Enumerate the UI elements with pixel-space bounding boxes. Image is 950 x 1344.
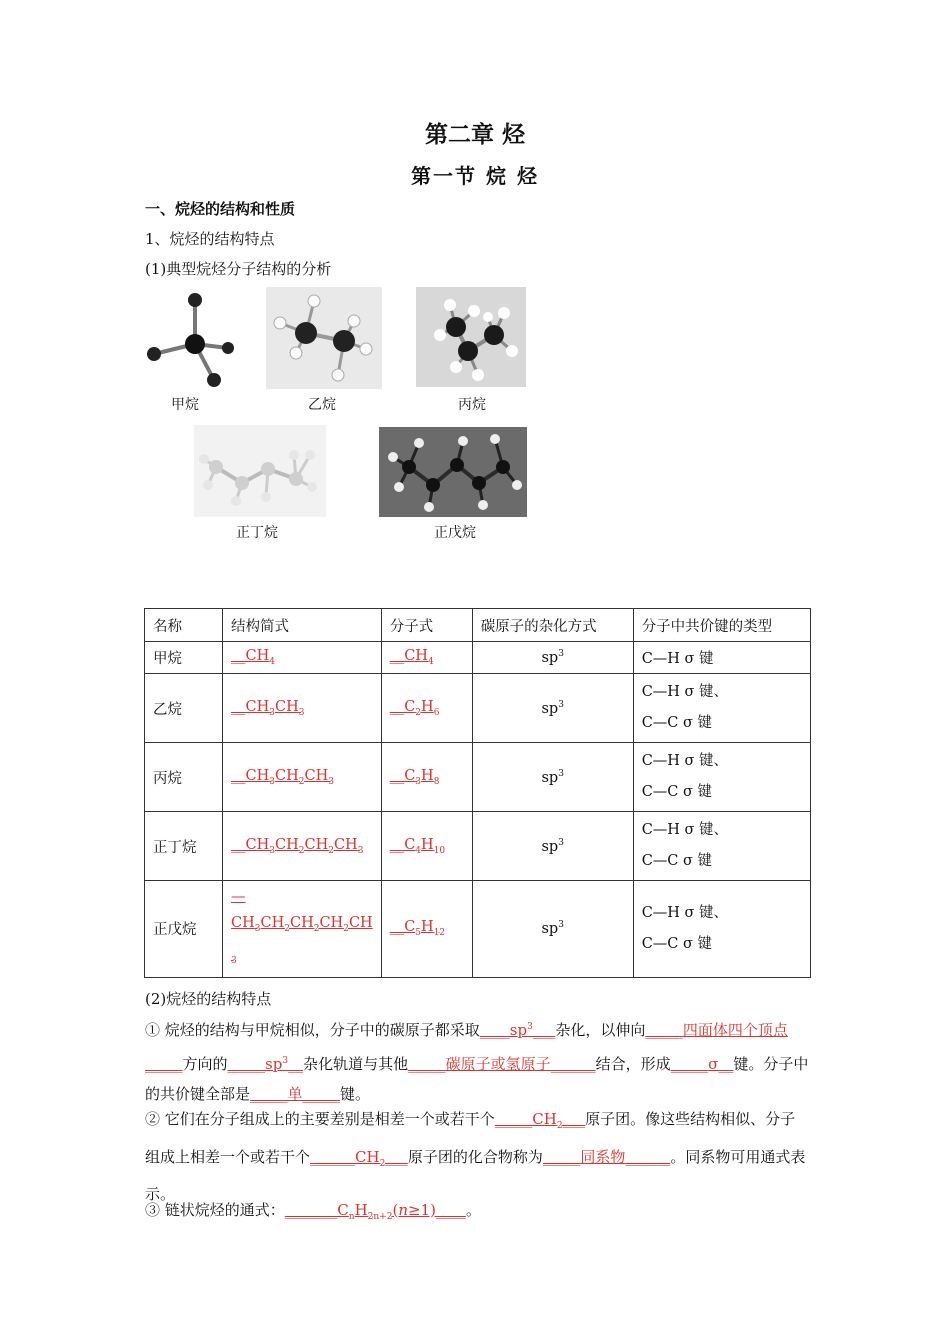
bond-ch: C—H σ 键、	[641, 753, 729, 769]
row-name: 正戊烷	[145, 881, 223, 978]
subheading-typical-analysis: (1)典型烷烃分子结构的分析	[145, 260, 332, 278]
p1-text-b: 杂化，以伸向	[555, 1021, 646, 1039]
p1-blank-4: _____碳原子或氢原子______	[408, 1054, 596, 1073]
p1-text-c: 方向的	[182, 1054, 228, 1073]
p2-blank-1: $\_\_\_\_\_CH_2\_\_\_$	[494, 1110, 586, 1131]
row-bond	[633, 881, 810, 978]
header-formula: 分子式	[381, 609, 472, 642]
p1-text-g: 键。	[340, 1085, 371, 1103]
paragraph-1	[145, 1012, 810, 1110]
n-pentane-model-image	[379, 427, 527, 517]
p1-blank-1: $\_\_\_\_sp^3\_\_\_$	[479, 1021, 556, 1039]
p2-text-b: 原子团。像这些结构相似、分子组成上相差一个或若干个	[145, 1110, 796, 1166]
p2-blank-3: _____同系物______	[542, 1147, 671, 1166]
row-structure: $\_\_CH_3CH_3$	[223, 674, 382, 743]
p2-text-d: 。同系物可用通式表示。	[145, 1147, 806, 1203]
subheading-structure-features: 1、烷烃的结构特点	[145, 230, 275, 248]
p1-text-f: 键。分子中的共价键全部是	[145, 1054, 809, 1103]
row-formula: $\_\_CH_4$	[381, 642, 472, 674]
row-name: 正丁烷	[145, 812, 223, 881]
row-bond	[633, 812, 810, 881]
heading-structure-properties: 一、烷烃的结构和性质	[145, 200, 296, 218]
row-bond	[633, 674, 810, 743]
row-formula: $\_\_C_2H_6$	[381, 674, 472, 743]
ethane-model-image	[266, 287, 382, 389]
subheading-features: (2)烷烃的结构特点	[145, 990, 272, 1008]
row-structure: $\_\_CH_3CH_2CH_2CH_3$	[223, 812, 382, 881]
methane-caption: 甲烷	[171, 397, 199, 413]
row-hybrid: $sp^3$	[472, 812, 633, 881]
header-bond: 分子中共价键的类型	[633, 609, 810, 642]
p2-text-c: 原子团的化合物称为	[407, 1147, 543, 1166]
p1-blank-5-text: σ	[708, 1054, 719, 1073]
paragraph-2	[145, 1104, 810, 1210]
propane-caption: 丙烷	[458, 397, 486, 413]
row-structure: $\_\_CH_4$	[223, 642, 382, 674]
header-structure: 结构简式	[223, 609, 382, 642]
p1-blank-2: _____四面体四个顶点_____	[145, 1021, 788, 1073]
table-row	[145, 812, 811, 881]
header-hybrid: 碳原子的杂化方式	[472, 609, 633, 642]
bond-cc: C—C σ 键	[641, 935, 712, 952]
row-formula: $\_\_C_5H_{12}$	[381, 881, 472, 978]
table-row	[145, 881, 811, 978]
bond-ch: C—H σ 键、	[641, 904, 729, 921]
row-structure: — $CH_3CH_2CH_2CH_2CH$ $_3$	[223, 881, 382, 978]
p1-blank-3: $\_\_\_\_\_sp^3\_\_$	[227, 1054, 304, 1073]
row-name: 甲烷	[145, 642, 223, 674]
p2-blank-2: $\_\_\_\_\_\_CH_2\_\_\_$	[310, 1147, 408, 1169]
header-name: 名称	[145, 609, 223, 642]
alkane-table	[144, 608, 811, 978]
row-formula: $\_\_C_3H_8$	[381, 743, 472, 812]
n-pentane-caption: 正戊烷	[434, 525, 476, 541]
p2-text-a: ② 它们在分子组成上的主要差别是相差一个或若干个	[145, 1110, 495, 1128]
table-header-row	[145, 609, 811, 642]
bond-cc: C—C σ 键	[641, 853, 712, 869]
p3-text-b: 。	[465, 1201, 481, 1219]
bond-ch: C—H σ 键、	[641, 684, 729, 700]
ethane-caption: 乙烷	[308, 397, 336, 413]
row-formula: $\_\_C_4H_{10}$	[381, 812, 472, 881]
section-title: 第一节 烷 烃	[411, 164, 539, 188]
methane-model-image	[140, 288, 240, 388]
bond-cc: C—C σ 键	[641, 784, 712, 800]
n-butane-caption: 正丁烷	[236, 525, 278, 541]
table-row	[145, 743, 811, 812]
p1-blank-5: _____σ__	[670, 1054, 734, 1073]
p2-blank-3-text: 同系物	[580, 1147, 626, 1166]
row-bond: C—H σ 键	[633, 642, 810, 674]
row-bond	[633, 743, 810, 812]
row-hybrid: $sp^3$	[472, 881, 633, 978]
row-hybrid: $sp^3$	[472, 743, 633, 812]
p1-blank-6: _____单_____	[250, 1085, 341, 1103]
bond-cc: C—C σ 键	[641, 715, 712, 731]
p1-blank-2-text: 四面体四个顶点	[682, 1021, 788, 1039]
table-row	[145, 642, 811, 674]
p1-blank-6-text: 单	[287, 1085, 303, 1103]
propane-model-image	[416, 287, 526, 387]
row-name: 乙烷	[145, 674, 223, 743]
row-name: 丙烷	[145, 743, 223, 812]
p1-blank-4-text: 碳原子或氢原子	[445, 1054, 551, 1073]
chapter-title: 第二章 烃	[424, 122, 525, 148]
n-butane-model-image	[194, 425, 326, 517]
bond-ch: C—H σ 键、	[641, 822, 729, 838]
p3-blank-1: $\_\_\_\_\_\_\_C_nH_{2n+2}(n\ge 1)\_\_\_\_$	[284, 1201, 466, 1222]
p3-text-a: ③ 链状烷烃的通式：	[145, 1201, 285, 1219]
row-hybrid: $sp^3$	[472, 674, 633, 743]
p1-text-d: 杂化轨道与其他	[303, 1054, 409, 1073]
paragraph-3	[145, 1195, 810, 1233]
p1-text-e: 结合，形成	[595, 1054, 671, 1073]
p1-text-a: ① 烷烃的结构与甲烷相似，分子中的碳原子都采取	[145, 1021, 480, 1039]
row-hybrid: $sp^3$	[472, 642, 633, 674]
row-structure: $\_\_CH_3CH_2CH_3$	[223, 743, 382, 812]
table-row	[145, 674, 811, 743]
